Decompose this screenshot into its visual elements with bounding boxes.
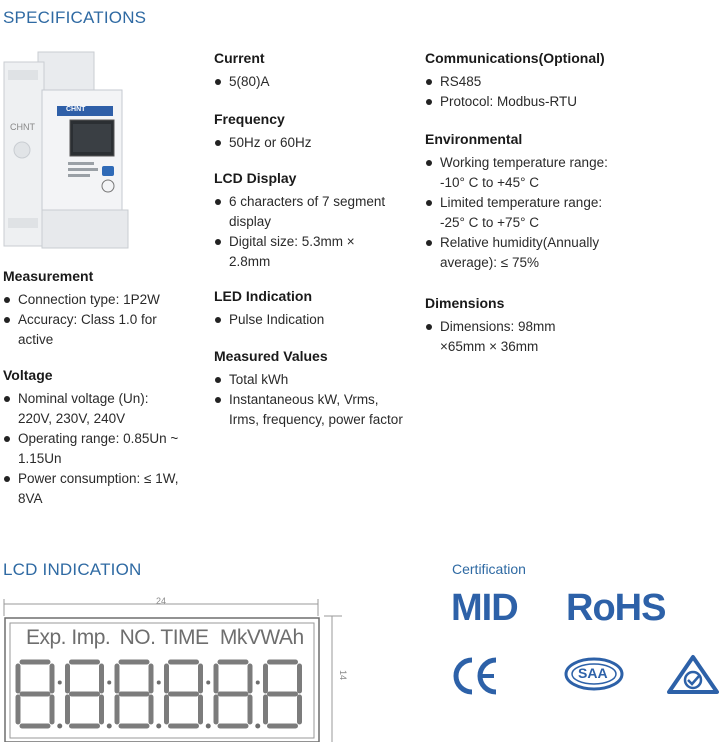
spec-frequency bbox=[214, 111, 414, 153]
spec-item: Relative humidity(Annually average): ≤ 75% bbox=[425, 233, 630, 273]
spec-item: Instantaneous kW, Vrms, Irms, frequency, power factor bbox=[214, 390, 404, 430]
meter-device-image bbox=[2, 50, 130, 250]
rcm-mark-icon bbox=[667, 654, 719, 696]
spec-lcd-display-title: LCD Display bbox=[214, 170, 297, 186]
spec-item: Limited temperature range: -25° C to +75° C bbox=[425, 193, 610, 233]
lcd-digit bbox=[266, 662, 300, 726]
spec-item: Total kWh bbox=[214, 370, 414, 390]
spec-voltage bbox=[3, 367, 198, 509]
spec-item: Pulse Indication bbox=[214, 310, 414, 330]
spec-item: Working temperature range: -10° C to +45° C bbox=[425, 153, 610, 193]
spec-item: Protocol: Modbus-RTU bbox=[425, 92, 685, 112]
lcd-digit bbox=[117, 662, 161, 729]
spec-item: Digital size: 5.3mm × 2.8mm bbox=[214, 232, 394, 272]
spec-item: Connection type: 1P2W bbox=[3, 290, 198, 310]
lcd-decimal-point bbox=[206, 724, 211, 729]
spec-item: RS485 bbox=[425, 72, 685, 92]
lcd-colon-dot bbox=[58, 680, 62, 684]
lcd-indicator-imp: Imp. bbox=[71, 626, 111, 649]
spec-item: Dimensions: 98mm ×65mm × 36mm bbox=[425, 317, 580, 357]
device-side-label: CHNT bbox=[10, 122, 35, 132]
spec-measured-values bbox=[214, 348, 414, 430]
spec-communications-title: Communications(Optional) bbox=[425, 50, 605, 66]
spec-item: Accuracy: Class 1.0 for active bbox=[3, 310, 178, 350]
spec-item: 5(80)A bbox=[214, 72, 414, 92]
saa-mark-icon bbox=[564, 656, 624, 692]
spec-lcd-display bbox=[214, 170, 414, 272]
certification-heading: Certification bbox=[452, 561, 526, 577]
lcd-colon-dot bbox=[206, 680, 210, 684]
rohs-logo: RoHS bbox=[566, 587, 666, 629]
spec-environmental bbox=[425, 131, 685, 273]
lcd-decimal-point bbox=[107, 724, 112, 729]
spec-item: 6 characters of 7 segment display bbox=[214, 192, 414, 232]
specifications-heading: SPECIFICATIONS bbox=[3, 8, 147, 27]
spec-communications bbox=[425, 50, 685, 112]
lcd-width-dimension: 24 bbox=[156, 596, 167, 606]
spec-measured-values-title: Measured Values bbox=[214, 348, 328, 364]
lcd-indicators bbox=[26, 626, 304, 650]
spec-led-indication bbox=[214, 288, 414, 330]
lcd-indicator-exp: Exp. bbox=[26, 626, 67, 649]
spec-dimensions bbox=[425, 295, 685, 357]
lcd-decimal-point bbox=[255, 724, 260, 729]
lcd-colon-dot bbox=[157, 680, 161, 684]
saa-label: SAA bbox=[578, 665, 608, 681]
lcd-indicator-no: NO. bbox=[119, 626, 156, 649]
lcd-diagram bbox=[2, 596, 352, 742]
ce-mark-icon bbox=[452, 654, 502, 698]
spec-item: Nominal voltage (Un): 220V, 230V, 240V bbox=[3, 389, 178, 429]
lcd-decimal-point bbox=[156, 724, 161, 729]
spec-dimensions-title: Dimensions bbox=[425, 295, 505, 311]
lcd-digit bbox=[18, 662, 62, 729]
lcd-colon-dot bbox=[256, 680, 260, 684]
spec-led-indication-title: LED Indication bbox=[214, 288, 312, 304]
lcd-indication-heading: LCD INDICATION bbox=[3, 560, 142, 579]
lcd-digit bbox=[68, 662, 112, 729]
mid-logo: MID bbox=[451, 587, 518, 629]
lcd-decimal-point bbox=[57, 724, 62, 729]
spec-current bbox=[214, 50, 414, 92]
spec-measurement-title: Measurement bbox=[3, 268, 94, 284]
lcd-height-dimension: 14 bbox=[338, 669, 349, 681]
device-brand-label: CHNT bbox=[66, 106, 86, 113]
spec-frequency-title: Frequency bbox=[214, 111, 285, 127]
lcd-indicator-units: MkVWAh bbox=[219, 626, 304, 649]
lcd-indicator-time: TIME bbox=[160, 626, 209, 649]
spec-environmental-title: Environmental bbox=[425, 131, 523, 147]
spec-item: Operating range: 0.85Un ~ 1.15Un bbox=[3, 429, 188, 469]
spec-item: Power consumption: ≤ 1W, 8VA bbox=[3, 469, 198, 509]
lcd-colon-dot bbox=[107, 680, 111, 684]
lcd-digit bbox=[216, 662, 260, 729]
spec-item: 50Hz or 60Hz bbox=[214, 133, 414, 153]
spec-current-title: Current bbox=[214, 50, 265, 66]
lcd-digit bbox=[167, 662, 211, 729]
spec-voltage-title: Voltage bbox=[3, 367, 53, 383]
spec-measurement bbox=[3, 268, 198, 350]
